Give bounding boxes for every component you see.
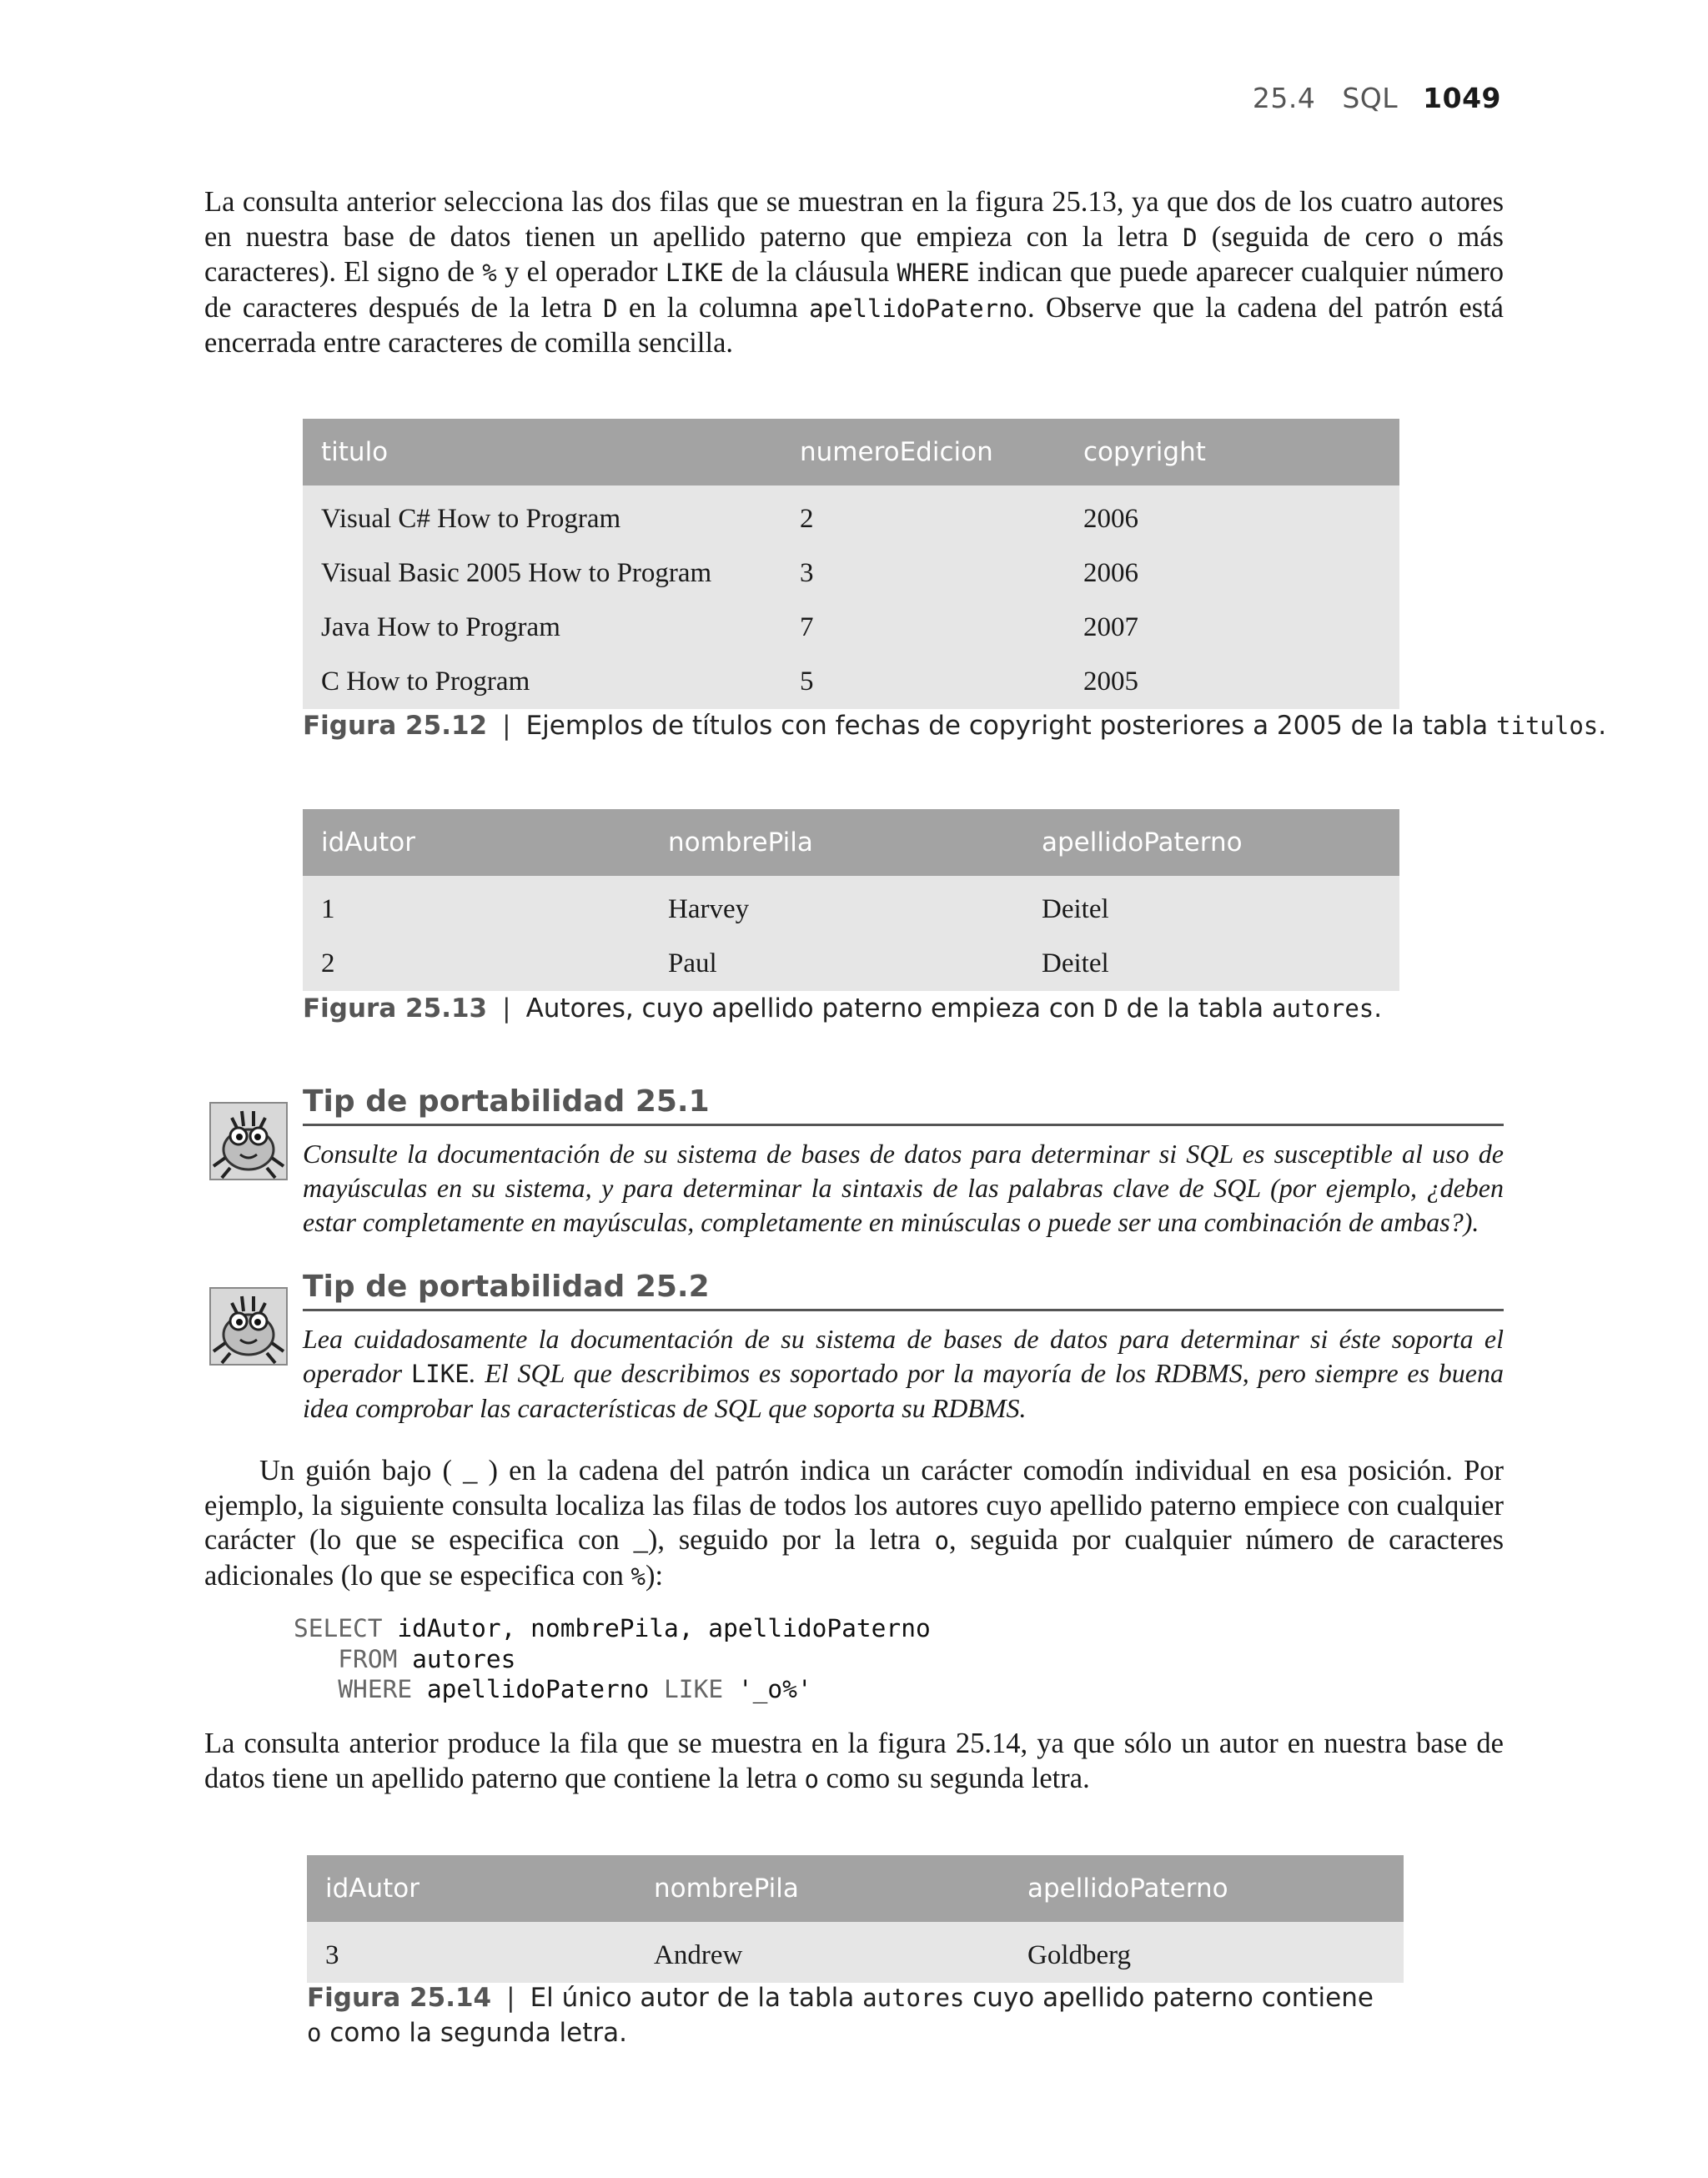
tip-title-25-2: Tip de portabilidad 25.2 xyxy=(303,1270,1504,1311)
figure-caption-25-12 xyxy=(303,708,1606,743)
table-row xyxy=(303,485,1399,546)
table-cell: Goldberg xyxy=(1009,1922,1404,1983)
figure-label: Figura 25.12 xyxy=(303,711,488,741)
table-cell: 2006 xyxy=(1065,546,1399,601)
column-header: apellidoPaterno xyxy=(1023,809,1399,876)
figure-caption-25-14 xyxy=(307,1980,1391,2050)
column-header: nombrePila xyxy=(650,809,1023,876)
text-run: de la cláusula xyxy=(723,256,897,288)
text-run: y el operador xyxy=(496,256,666,288)
text-run: Lea cuidadosamente la documentación de su sistema de bases de datos para determinar si éste soporta el operador xyxy=(303,1324,1504,1388)
column-header: nombrePila xyxy=(635,1855,1009,1922)
table-cell: 2005 xyxy=(1065,655,1399,709)
column-header: numeroEdicion xyxy=(781,419,1065,485)
text-run: ): xyxy=(646,1559,664,1592)
inline-code: autores xyxy=(1272,994,1374,1023)
inline-code: WHERE xyxy=(897,259,970,287)
table-titulos xyxy=(303,419,1399,709)
sql-keyword: WHERE xyxy=(338,1675,413,1703)
column-header: copyright xyxy=(1065,419,1399,485)
inline-code: apellidoPaterno xyxy=(809,294,1027,323)
inline-code: D xyxy=(1183,223,1198,252)
table-cell: Harvey xyxy=(650,876,1023,937)
sql-keyword: FROM xyxy=(338,1644,398,1673)
caption-text: Ejemplos de títulos con fechas de copyright posteriores a 2005 de la tabla xyxy=(525,711,1497,741)
caption-text: Autores, cuyo apellido paterno empieza con xyxy=(525,993,1104,1024)
tip-body-25-1: Consulte la documentación de su sistema de bases de datos para determinar si SQL es susceptible al uso de mayúsculas en su sistema, y para determinar la sintaxis de las palabras clave de SQL (por ejemplo, ¿deben estar completamente en mayúsculas, completamente en minúsculas o puede ser una combinación de ambas?). xyxy=(303,1139,1504,1237)
column-header: idAutor xyxy=(307,1855,635,1922)
table-cell: Java How to Program xyxy=(303,601,781,655)
figure-label: Figura 25.13 xyxy=(303,993,488,1024)
table-cell: Visual C# How to Program xyxy=(303,485,781,546)
table-cell: Paul xyxy=(650,937,1023,991)
inline-code: autores xyxy=(862,1984,965,2012)
tip-title-25-1: Tip de portabilidad 25.1 xyxy=(303,1084,1504,1126)
table-cell: 3 xyxy=(307,1922,635,1983)
text-run: . El SQL que describimos es soportado por la mayoría de los RDBMS, pero siempre es buena idea comprobar las características de SQL que soporta su RDBMS. xyxy=(303,1358,1505,1423)
caption-text: cuyo apellido paterno contiene xyxy=(964,1983,1374,2013)
table-row xyxy=(307,1922,1404,1983)
caption-separator: | xyxy=(506,1983,515,2013)
text-run: . Observe que la cadena del patrón está encerrada entre caracteres de comilla sencilla. xyxy=(204,291,1504,359)
caption-text: como la segunda letra. xyxy=(321,2018,627,2048)
inline-code: D xyxy=(603,294,618,323)
table-cell: 2 xyxy=(303,937,650,991)
inline-code: o xyxy=(804,1764,819,1793)
caption-text: . xyxy=(1374,993,1383,1024)
table-cell: 2006 xyxy=(1065,485,1399,546)
inline-code: titulos xyxy=(1496,712,1599,740)
text-run: La consulta anterior produce la fila que se muestra en la figura 25.14, ya que sólo un autor en nuestra base de datos tiene un apellido paterno que contiene la letra xyxy=(204,1728,1504,1794)
figure-caption-25-13 xyxy=(303,991,1382,1026)
caption-separator: | xyxy=(502,711,511,741)
tip-body-25-2 xyxy=(303,1322,1504,1426)
inline-code: o xyxy=(934,1527,949,1555)
table-cell: 2 xyxy=(781,485,1065,546)
table-header-row xyxy=(307,1855,1404,1922)
table-cell: 1 xyxy=(303,876,650,937)
sql-keyword: SELECT xyxy=(294,1614,383,1642)
text-run: indican que puede aparecer cualquier número de caracteres después de la letra xyxy=(204,256,1504,324)
caption-separator: | xyxy=(502,993,511,1024)
intro-paragraph xyxy=(204,185,1504,361)
text-run: La consulta anterior selecciona las dos filas que se muestran en la figura 25.13, ya que dos de los cuatro autores en nuestra base de datos tienen un apellido paterno que empieza con la letra xyxy=(204,186,1504,253)
text-run: Un guión bajo ( _ ) en la cadena del patrón indica un carácter comodín individual en esa posición. Por ejemplo, la siguiente consulta localiza las filas de todos los autores cuyo apellido paterno empiece con cualquier carácter (lo que se especifica con _), seguido por la letra xyxy=(204,1455,1504,1556)
portability-bug-icon xyxy=(207,1285,290,1368)
caption-text: de la tabla xyxy=(1118,993,1273,1024)
table-header-row xyxy=(303,419,1399,485)
inline-code: o xyxy=(307,2019,322,2047)
inline-code: % xyxy=(630,1562,646,1591)
table-row xyxy=(303,655,1399,709)
text-run: como su segunda letra. xyxy=(818,1762,1090,1794)
table-autores-o xyxy=(307,1855,1404,1983)
page-number: 1049 xyxy=(1423,82,1501,114)
inline-code: % xyxy=(482,259,497,287)
portability-bug-icon xyxy=(207,1099,290,1183)
sql-keyword: LIKE xyxy=(664,1675,724,1703)
table-row xyxy=(303,876,1399,937)
table-autores-d xyxy=(303,809,1399,991)
table-cell: Visual Basic 2005 How to Program xyxy=(303,546,781,601)
code-text: idAutor, nombrePila, apellidoPaterno xyxy=(382,1614,931,1642)
text-run: (seguida de cero o más caracteres). El signo de xyxy=(204,220,1504,288)
inline-code: D xyxy=(1103,994,1118,1023)
running-header xyxy=(1253,82,1501,114)
column-header: titulo xyxy=(303,419,781,485)
code-text: '_o%' xyxy=(723,1675,812,1703)
column-header: apellidoPaterno xyxy=(1009,1855,1404,1922)
figure-label: Figura 25.14 xyxy=(307,1983,492,2013)
table-row xyxy=(303,937,1399,991)
inline-code: LIKE xyxy=(665,259,724,287)
table-row xyxy=(303,601,1399,655)
table-cell: Deitel xyxy=(1023,937,1399,991)
text-run: , seguida por cualquier número de caracteres adicionales (lo que se especifica con xyxy=(204,1524,1504,1592)
result-paragraph xyxy=(204,1727,1504,1797)
code-text: autores xyxy=(397,1644,516,1673)
text-run: en la columna xyxy=(617,291,810,324)
caption-text: El único autor de la tabla xyxy=(530,1983,863,2013)
table-cell: Andrew xyxy=(635,1922,1009,1983)
table-cell: 7 xyxy=(781,601,1065,655)
underscore-paragraph xyxy=(204,1454,1504,1594)
table-header-row xyxy=(303,809,1399,876)
section-title: SQL xyxy=(1342,82,1399,114)
table-cell: 2007 xyxy=(1065,601,1399,655)
table-cell: Deitel xyxy=(1023,876,1399,937)
table-cell: 3 xyxy=(781,546,1065,601)
table-row xyxy=(303,546,1399,601)
inline-code: LIKE xyxy=(410,1360,470,1388)
column-header: idAutor xyxy=(303,809,650,876)
table-cell: C How to Program xyxy=(303,655,781,709)
caption-text: . xyxy=(1598,711,1607,741)
code-text: apellidoPaterno xyxy=(412,1675,665,1703)
table-cell: 5 xyxy=(781,655,1065,709)
sql-code-block xyxy=(294,1613,931,1705)
section-number: 25.4 xyxy=(1252,82,1316,114)
